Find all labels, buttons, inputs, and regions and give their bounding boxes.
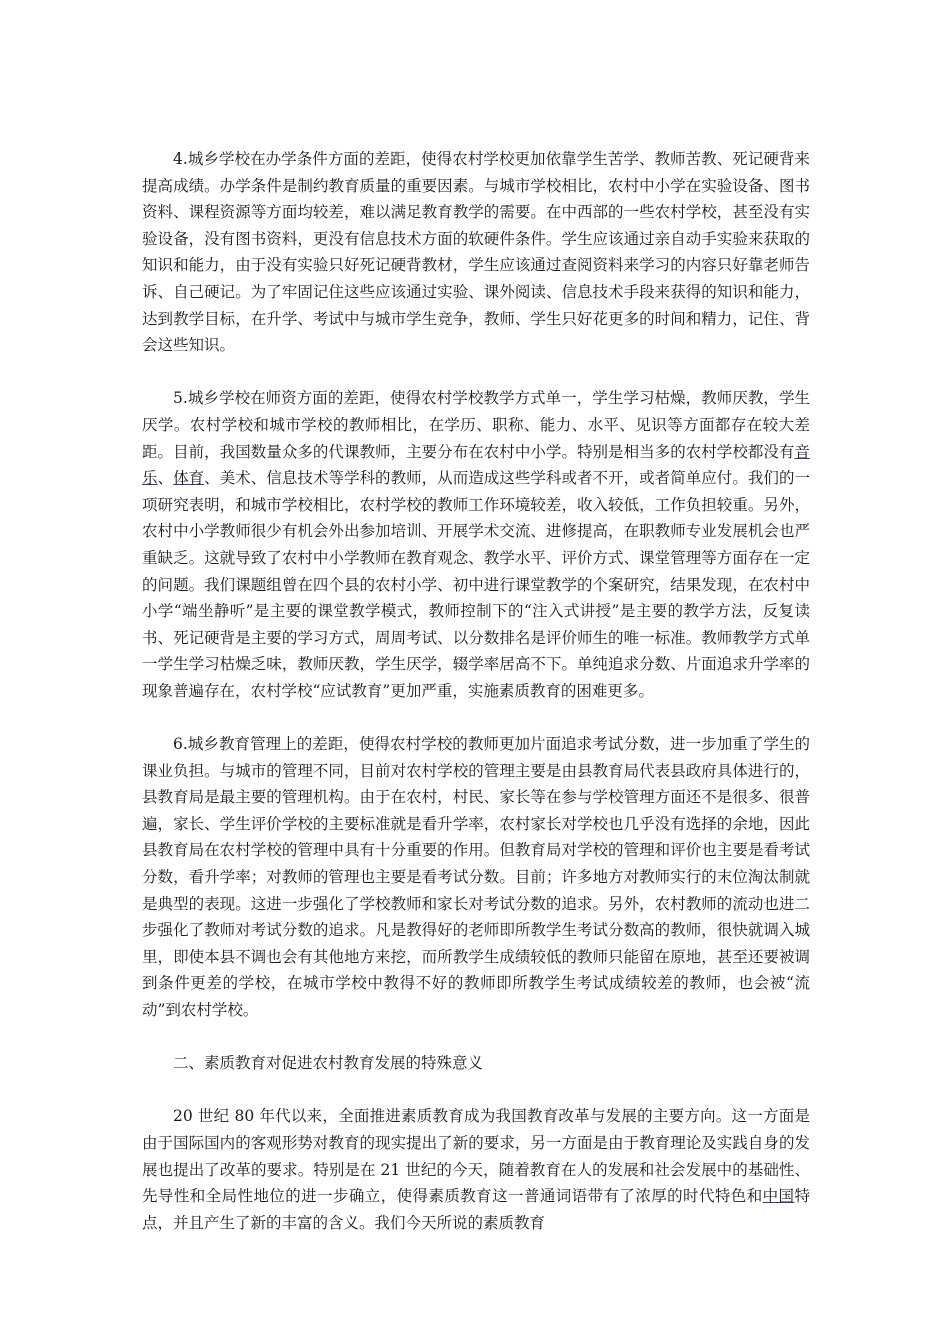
paragraph-quality-education <box>142 1103 810 1236</box>
paragraph-item-5-text-b: 、美术、信息技术等学科的教师，从而造成这些学科或者不开，或者简单应付。我们的一项研究表明，和城市学校相比，农村学校的教师工作环境较差，收入较低，工作负担较重。另外，农村中小学教师很少有机会外出参加培训、开展学术交流、进修提高，在职教师专业发展机会也严重缺乏。这就导致了农村中小学教师在教育观念、教学水平、评价方式、课堂管理等方面存在一定的问题。我们课题组曾在四个县的农村小学、初中进行课堂教学的个案研究，结果发现，在农村中小学“端坐静听”是主要的课堂教学模式，教师控制下的“注入式讲授”是主要的教学方法，反复读书、死记硬背是主要的学习方式，周周考试、以分数排名是评价师生的唯一标准。教师教学方式单一学生学习枯燥乏味，教师厌教，学生厌学，辍学率居高不下。单纯追求分数、片面追求升学率的现象普遍存在，农村学校“应试教育”更加严重，实施素质教育的困难更多。 <box>142 469 810 700</box>
document-body <box>142 146 810 1263</box>
link-china[interactable]: 中国 <box>762 1187 795 1206</box>
paragraph-quality-education-text-b: 特点，并且产生了新的丰富的含义。我们今天所说的素质教育 <box>142 1187 810 1232</box>
paragraph-item-6-text: 6.城乡教育管理上的差距，使得农村学校的教师更加片面追求考试分数，进一步加重了学生的课业负担。与城市的管理不同，目前对农村学校的管理主要是由县教育局代表县政府具体进行的，县教育局是最主要的管理机构。由于在农村，村民、家长等在参与学校管理方面还不是很多、很普遍，家长、学生评价学校的主要标准就是看升学率，农村家长对学校也几乎没有选择的余地，因此县教育局在农村学校的管理中具有十分重要的作用。但教育局对学校的管理和评价也主要是看考试分数，看升学率；对教师的管理也主要是看考试分数。目前；许多地方对教师实行的末位淘汰制就是典型的表现。这进一步强化了学校教师和家长对考试分数的追求。另外，农村教师的流动也进二步强化了教师对考试分数的追求。凡是教得好的老师即所教学生考试分数高的教师，很快就调入城里，即使本县不调也会有其他地方来挖，而所教学生成绩较低的教师只能留在原地，甚至还要被调到条件更差的学校，在城市学校中教得不好的教师即所教学生考试成绩较差的教师，也会被“流动”到农村学校。 <box>142 735 810 1019</box>
paragraph-item-5 <box>142 385 810 704</box>
paragraph-item-5-separator: 、 <box>157 469 174 488</box>
link-music[interactable]: 音乐 <box>142 442 810 488</box>
section-heading-2 <box>142 1050 810 1077</box>
paragraph-quality-education-text-a: 20 世纪 80 年代以来，全面推进素质教育成为我国教育改革与发展的主要方向。这一方面是由于国际国内的客观形势对教育的现实提出了新的要求，另一方面是由于教育理论及实践自身的发展也提出了改革的要求。特别是在 21 世纪的今天，随着教育在人的发展和社会发展中的基础性、先导性和全局性地位的进一步确立，使得素质教育这一普通词语带有了浓厚的时代特色和 <box>142 1107 810 1206</box>
paragraph-item-5-text-a: 5.城乡学校在师资方面的差距，使得农村学校教学方式单一，学生学习枯燥，教师厌教，学生厌学。农村学校和城市学校的教师相比，在学历、职称、能力、水平、见识等方面都存在较大差距。目前，我国数量众多的代课教师，主要分布在农村中小学。特别是相当多的农村学校都没有 <box>142 389 810 461</box>
paragraph-item-6 <box>142 731 810 1024</box>
paragraph-item-4 <box>142 146 810 359</box>
link-sports[interactable]: 体育 <box>173 469 205 488</box>
section-heading-2-text: 二、素质教育对促进农村教育发展的特殊意义 <box>173 1054 484 1073</box>
paragraph-item-4-text: 4.城乡学校在办学条件方面的差距，使得农村学校更加依靠学生苦学、教师苦教、死记硬背来提高成绩。办学条件是制约教育质量的重要因素。与城市学校相比，农村中小学在实验设备、图书资料、课程资源等方面均较差，难以满足教育教学的需要。在中西部的一些农村学校，甚至没有实验设备，没有图书资料，更没有信息技术方面的软硬件条件。学生应该通过亲自动手实验来获取的知识和能力，由于没有实验只好死记硬背教材，学生应该通过查阅资料来学习的内容只好靠老师告诉、自己硬记。为了牢固记住这些应该通过实验、课外阅读、信息技术手段来获得的知识和能力，达到教学目标，在升学、考试中与城市学生竞争，教师、学生只好花更多的时间和精力，记住、背会这些知识。 <box>142 150 810 355</box>
